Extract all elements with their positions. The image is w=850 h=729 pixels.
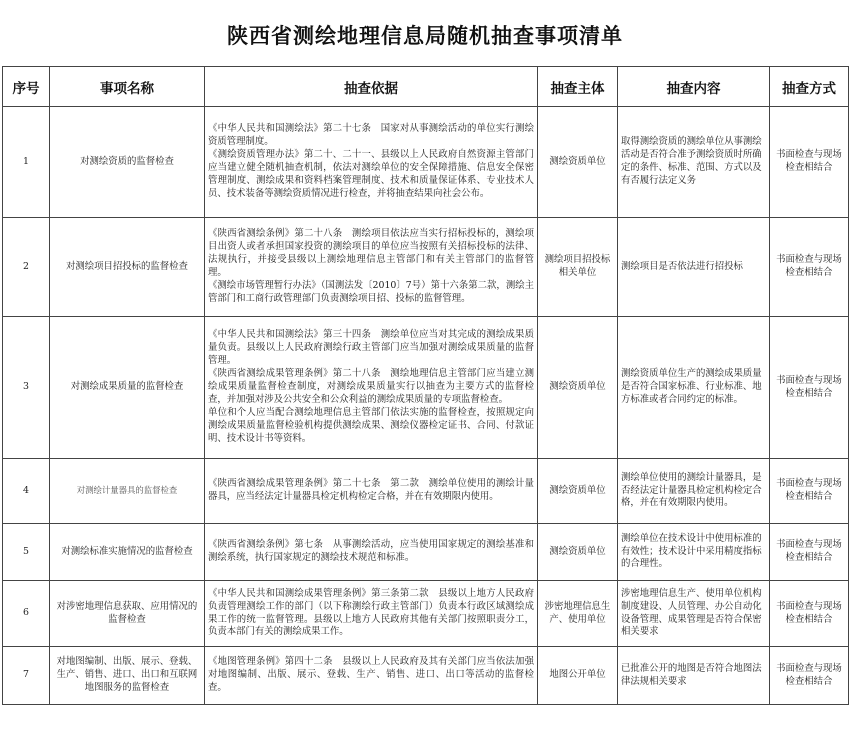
row-method: 书面检查与现场检查相结合 (770, 647, 849, 705)
row-content: 测绘项目是否依法进行招投标 (618, 218, 770, 317)
basis-paragraph: 《测绘资质管理办法》第二十、二十一、县级以上人民政府自然资源主管部门应当建立健全随机抽查机制，依法对测绘单位的安全保障措施、信息安全保密管理制度、测绘成果和资料档案管理制度、技术和质量保证体系、专业技术人员、技术装备等测绘资质情况进行检查，并将抽查结果向社会公布。 (208, 149, 534, 199)
header-method: 抽查方式 (770, 67, 849, 107)
row-num: 2 (3, 218, 50, 317)
row-basis (205, 107, 538, 218)
row-basis (205, 647, 538, 705)
row-subject: 测绘资质单位 (538, 459, 618, 524)
header-basis: 抽查依据 (205, 67, 538, 107)
row-basis (205, 459, 538, 524)
row-content: 取得测绘资质的测绘单位从事测绘活动是否符合准予测绘资质时所确定的条件、标准、范围、方式以及有否履行法定义务 (618, 107, 770, 218)
row-content: 测绘单位使用的测绘计量器具，是否经法定计量器具检定机构检定合格，并在有效期限内使用。 (618, 459, 770, 524)
row-item-name: 对测绘成果质量的监督检查 (50, 317, 205, 459)
row-subject: 涉密地理信息生产、使用单位 (538, 581, 618, 647)
table-row (3, 647, 849, 705)
basis-paragraph: 《地图管理条例》第四十二条 县级以上人民政府及其有关部门应当依法加强对地图编制、出版、展示、登载、生产、销售、进口、出口等活动的监督检查。 (208, 656, 534, 693)
basis-paragraph: 《中华人民共和国测绘成果管理条例》第三条第二款 县级以上地方人民政府负责管理测绘工作的部门（以下称测绘行政主管部门）负责本行政区域测绘成果工作的统一监督管理。县级以上地方人民政府其他有关部门按照职责分工，负责本部门有关的测绘成果工作。 (208, 587, 534, 638)
row-num: 3 (3, 317, 50, 459)
row-basis (205, 524, 538, 581)
row-basis (205, 581, 538, 647)
basis-paragraph: 《陕西省测绘成果管理条例》第二十八条 测绘地理信息主管部门应当建立测绘成果质量监督检查制度，对测绘成果质量实行以抽查为主要方式的监督检查，并加强对涉及公共安全和公众利益的测绘成果质量的专项监督检查。 (208, 368, 534, 405)
table-header-row (3, 67, 849, 107)
row-item-name: 对地图编制、出版、展示、登载、生产、销售、进口、出口和互联网地图服务的监督检查 (50, 647, 205, 705)
row-method: 书面检查与现场检查相结合 (770, 524, 849, 581)
basis-paragraph: 《陕西省测绘条例》第七条 从事测绘活动，应当使用国家规定的测绘基准和测绘系统，执行国家规定的测绘技术规范和标准。 (208, 539, 534, 563)
row-num: 1 (3, 107, 50, 218)
row-content: 涉密地理信息生产、使用单位机构制度建设、人员管理、办公自动化设备管理、成果管理是否符合保密相关要求 (618, 581, 770, 647)
row-num: 7 (3, 647, 50, 705)
spot-check-table (2, 66, 849, 705)
row-method: 书面检查与现场检查相结合 (770, 581, 849, 647)
table-row (3, 317, 849, 459)
row-subject: 测绘资质单位 (538, 107, 618, 218)
row-subject: 测绘资质单位 (538, 524, 618, 581)
table-row (3, 524, 849, 581)
page-title: 陕西省测绘地理信息局随机抽查事项清单 (227, 24, 623, 48)
header-content: 抽查内容 (618, 67, 770, 107)
basis-paragraph: 《测绘市场管理暂行办法》（国测法发〔2010〕7号）第十六条第二款，测绘主管部门和工商行政管理部门负责测绘项目招、投标的监督管理。 (208, 279, 534, 304)
basis-paragraph: 《陕西省测绘条例》第二十八条 测绘项目依法应当实行招标投标的，测绘项目出资人或者承担国家投资的测绘项目的单位应当按照有关招标投标的法律、法规执行，并接受县级以上测绘地理信息主管部门和有关主管部门的监督管理。 (208, 228, 534, 278)
basis-paragraph: 《中华人民共和国测绘法》第二十七条 国家对从事测绘活动的单位实行测绘资质管理制度。 (208, 123, 534, 148)
row-content: 测绘单位在技术设计中使用标准的有效性；技术设计中采用精度指标的合理性。 (618, 524, 770, 581)
row-subject: 测绘项目招投标相关单位 (538, 218, 618, 317)
row-content: 测绘资质单位生产的测绘成果质量是否符合国家标准、行业标准、地方标准或者合同约定的标准。 (618, 317, 770, 459)
row-subject: 地图公开单位 (538, 647, 618, 705)
basis-paragraph: 《中华人民共和国测绘法》第三十四条 测绘单位应当对其完成的测绘成果质量负责。县级以上人民政府测绘行政主管部门应当加强对测绘成果质量的监督管理。 (208, 329, 534, 367)
row-item-name: 对测绘资质的监督检查 (50, 107, 205, 218)
table-row (3, 107, 849, 218)
header-item-name: 事项名称 (50, 67, 205, 107)
table-row (3, 218, 849, 317)
row-item-name: 对测绘项目招投标的监督检查 (50, 218, 205, 317)
row-basis (205, 218, 538, 317)
row-item-name: 对测绘标准实施情况的监督检查 (50, 524, 205, 581)
row-method: 书面检查与现场检查相结合 (770, 218, 849, 317)
row-method: 书面检查与现场检查相结合 (770, 317, 849, 459)
row-subject: 测绘资质单位 (538, 317, 618, 459)
row-num: 5 (3, 524, 50, 581)
row-method: 书面检查与现场检查相结合 (770, 459, 849, 524)
basis-paragraph: 单位和个人应当配合测绘地理信息主管部门依法实施的监督检查，按照规定向测绘成果质量监督检验机构提供测绘成果、测绘仪器检定证书、合同、付款证明、技术设计书等资料。 (208, 406, 534, 444)
basis-paragraph: 《陕西省测绘成果管理条例》第二十七条 第二款 测绘单位使用的测绘计量器具，应当经法定计量器具检定机构检定合格，并在有效期限内使用。 (208, 478, 534, 502)
header-subject: 抽查主体 (538, 67, 618, 107)
row-item-name: 对涉密地理信息获取、应用情况的监督检查 (50, 581, 205, 647)
row-item-name: 对测绘计量器具的监督检查 (50, 459, 205, 524)
row-method: 书面检查与现场检查相结合 (770, 107, 849, 218)
row-content: 已批准公开的地图是否符合地图法律法规相关要求 (618, 647, 770, 705)
table-row (3, 459, 849, 524)
row-num: 4 (3, 459, 50, 524)
row-num: 6 (3, 581, 50, 647)
row-basis (205, 317, 538, 459)
header-num: 序号 (3, 67, 50, 107)
table-row (3, 581, 849, 647)
